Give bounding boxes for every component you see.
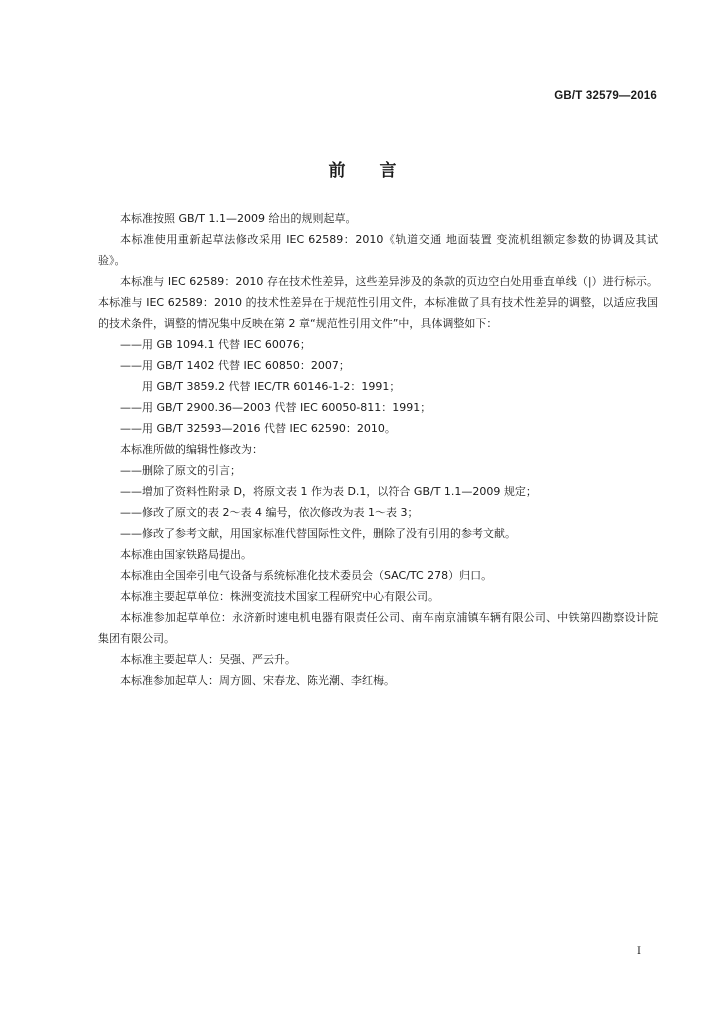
list-item: ——修改了参考文献，用国家标准代替国际性文件，删除了没有引用的参考文献。 <box>120 527 516 540</box>
standard-code: GB/T 32579—2016 <box>554 90 657 102</box>
list-item: ——删除了原文的引言； <box>120 464 241 477</box>
paragraph-participating-units: 本标准参加起草单位：永济新时速电机电器有限责任公司、南车南京浦镇车辆有限公司、中铁第四勘察设计院集团有限公司。 <box>98 611 658 645</box>
paragraph-editorial-changes: 本标准所做的编辑性修改为： <box>120 443 263 456</box>
paragraph-technical-differences: 本标准与 IEC 62589：2010 存在技术性差异，这些差异涉及的条款的页边空白处用垂直单线（|）进行标示。本标准与 IEC 62589：2010 的技术性差异在于规范性引用文件，本标准做了具有技术性差异的调整，以适应我国的技术条件，调整的情况集中反映在第 2 章“规范性引用文件”中，具体调整如下： <box>98 275 658 330</box>
paragraph-committee: 本标准由全国牵引电气设备与系统标准化技术委员会（SAC/TC 278）归口。 <box>120 569 493 582</box>
list-item: ——修改了原文的表 2～表 4 编号，依次修改为表 1～表 3； <box>120 506 419 519</box>
paragraph-proposer: 本标准由国家铁路局提出。 <box>120 548 252 561</box>
list-item: ——用 GB 1094.1 代替 IEC 60076； <box>120 338 311 351</box>
paragraph-main-drafting-unit: 本标准主要起草单位：株洲变流技术国家工程研究中心有限公司。 <box>120 590 439 603</box>
paragraph-participating-drafters: 本标准参加起草人：周方圆、宋春龙、陈光潮、李红梅。 <box>120 674 395 687</box>
paragraph-adoption: 本标准使用重新起草法修改采用 IEC 62589：2010《轨道交通 地面装置 变流机组额定参数的协调及其试验》。 <box>98 233 658 267</box>
page-number: I <box>637 946 641 957</box>
list-item: ——用 GB/T 2900.36—2003 代替 IEC 60050-811：1991； <box>120 401 432 414</box>
page-title: 前言 <box>328 161 431 181</box>
list-item: ——用 GB/T 32593—2016 代替 IEC 62590：2010。 <box>120 422 396 435</box>
paragraph-main-drafters: 本标准主要起草人：吴强、严云升。 <box>120 653 296 666</box>
list-item: ——增加了资料性附录 D，将原文表 1 作为表 D.1，以符合 GB/T 1.1—2009 规定； <box>120 485 537 498</box>
paragraph-drafting-rules: 本标准按照 GB/T 1.1—2009 给出的规则起草。 <box>120 212 357 225</box>
foreword-body <box>98 208 658 691</box>
list-item: 用 GB/T 3859.2 代替 IEC/TR 60146-1-2：1991； <box>142 380 401 393</box>
list-item: ——用 GB/T 1402 代替 IEC 60850：2007； <box>120 359 350 372</box>
